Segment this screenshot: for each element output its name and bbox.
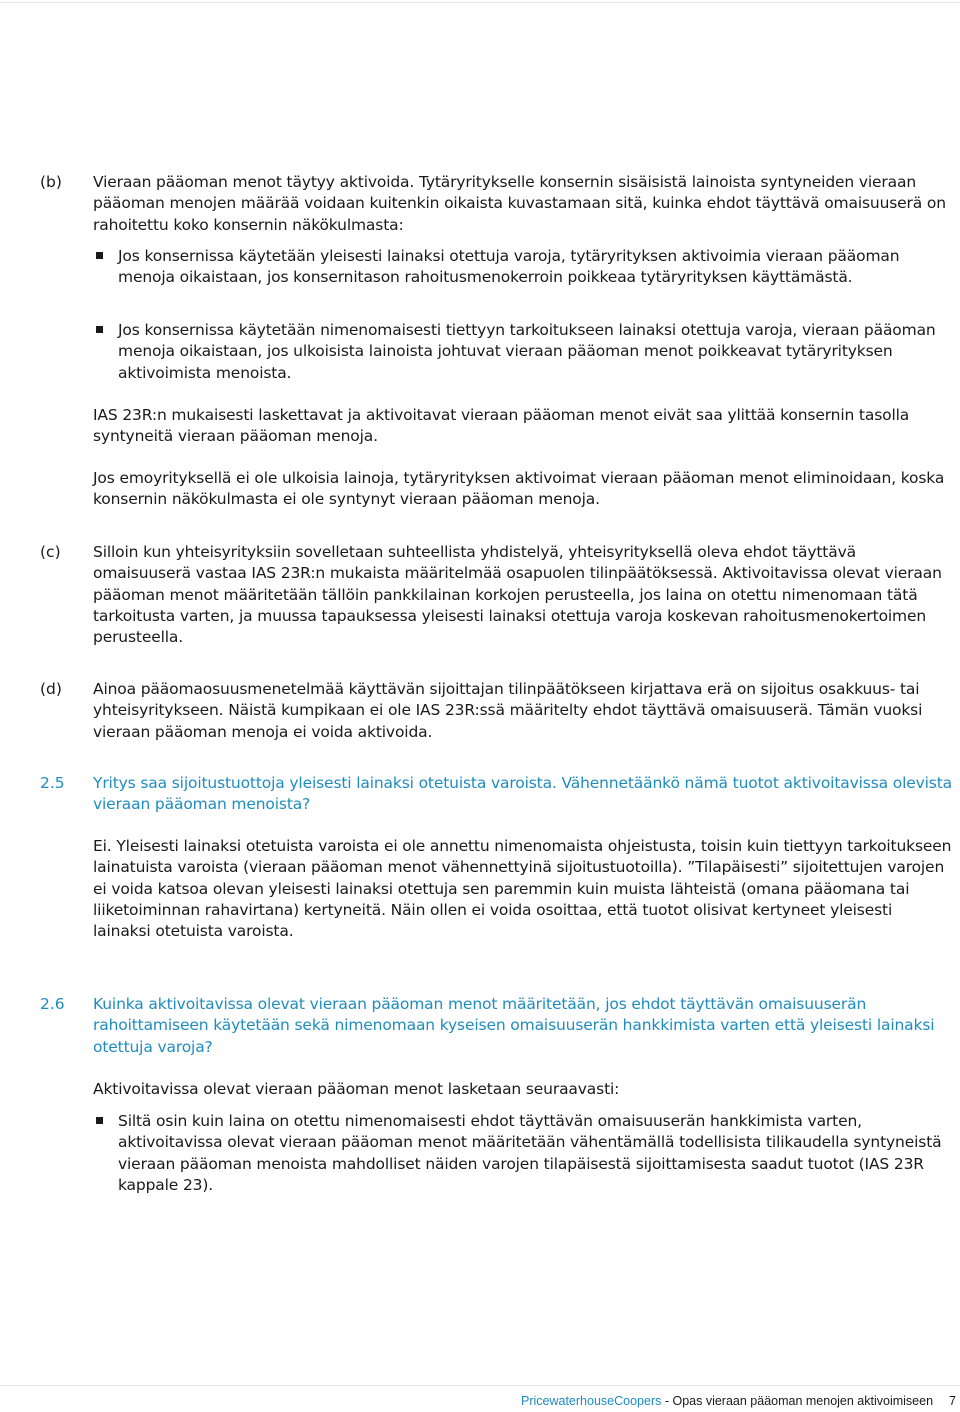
- bottom-divider: [0, 1385, 960, 1386]
- question-number: 2.6: [40, 995, 65, 1013]
- question-text: Yritys saa sijoitustuottoja yleisesti lainaksi otetuista varoista. Vähennetäänkö nämä tuotot aktivoitavissa olevista vieraan pääoman menoista?: [93, 774, 953, 814]
- section-d-text: Ainoa pääomaosuusmenetelmää käyttävän sijoittajan tilinpäätökseen kirjattava erä on sijoitus osakkuus- tai yhteisyritykseen. Näistä kumpikaan ei ole IAS 23R:ssä määritelty ehdot täyttävä omaisuuserä. Tämän vuoksi vieraan pääoman menoja ei voida aktivoida.: [93, 680, 923, 741]
- page-number: 7: [949, 1394, 956, 1408]
- footer-title: Opas vieraan pääoman menojen aktivoimiseen: [672, 1394, 934, 1408]
- section-label: (c): [40, 543, 61, 561]
- paragraph-text: Jos emoyrityksellä ei ole ulkoisia lainoja, tytäryrityksen aktivoimat vieraan pääoman menot eliminoidaan, koska konsernin näkökulmasta ei ole syntynyt vieraan pääoman menoja.: [93, 469, 945, 509]
- square-bullet-icon: [96, 1117, 103, 1124]
- square-bullet-icon: [96, 252, 103, 259]
- footer-separator: -: [661, 1394, 673, 1408]
- top-divider: [0, 2, 960, 3]
- question-number: 2.5: [40, 774, 65, 792]
- section-label: (d): [40, 680, 62, 698]
- section-b-intro: Vieraan pääoman menot täytyy aktivoida. Tytäryritykselle konsernin sisäisistä lainoista syntyneiden vieraan pääoman menojen määrää voidaan kuitenkin oikaista kuvastamaan sitä, kuinka ehdot täyttävä omaisuuserä on rahoitettu koko konsernin näkökulmasta:: [93, 173, 946, 234]
- bullet-text: Jos konsernissa käytetään nimenomaisesti tiettyyn tarkoitukseen lainaksi otettuja varoja, vieraan pääoman menoja oikaistaan, jos ulkoisista lainoista johtuvat vieraan pääoman menot poikkeavat tytäryrityksen aktivoimista menoista.: [118, 321, 936, 382]
- square-bullet-icon: [96, 326, 103, 333]
- footer-publisher: PricewaterhouseCoopers: [521, 1394, 662, 1408]
- answer-text: Ei. Yleisesti lainaksi otetuista varoista ei ole annettu nimenomaista ohjeistusta, toisin kuin tiettyyn tarkoitukseen lainatuista varoista (vieraan pääoman menot vähennettyinä sijoitustuotoilla). ”Tilapäisesti” sijoitettujen varojen ei voida katsoa olevan yleisesti lainaksi otettuja sen paremmin kuin muista lähteistä (omana pääomana tai liiketoiminnan rahavirtana) kertyneitä. Näin ollen ei voida osoittaa, että tuotot olisivat kertyneet yleisesti lainaksi otetuista varoista.: [93, 837, 952, 941]
- section-c-text: Silloin kun yhteisyrityksiin sovelletaan suhteellista yhdistelyä, yhteisyrityksellä oleva ehdot täyttävä omaisuuserä vastaa IAS 23R:n mukaista määritelmää osapuolen tilinpäätöksessä. Aktivoitavissa olevat vieraan pääoman menot määritetään tällöin pankkilainan korkojen perusteella, jos laina on otettu nimenomaan tätä tarkoitusta varten, ja muussa tapauksessa yleisesti lainaksi otettuja varoja koskevan rahoitusmenokertoimen perusteella.: [93, 543, 942, 647]
- paragraph-text: IAS 23R:n mukaisesti laskettavat ja aktivoitavat vieraan pääoman menot eivät saa ylittää konsernin tasolla syntyneitä vieraan pääoman menoja.: [93, 406, 910, 446]
- answer-text: Aktivoitavissa olevat vieraan pääoman menot lasketaan seuraavasti:: [93, 1080, 620, 1098]
- bullet-text: Siltä osin kuin laina on otettu nimenomaisesti ehdot täyttävän omaisuuserän hankkimista varten, aktivoitavissa olevat vieraan pääoman menot määritetään vähentämällä todellisista tilikaudella syntyneistä vieraan pääoman menoista mahdolliset näiden varojen tilapäisestä sijoittamisesta saadut tuotot (IAS 23R kappale 23).: [118, 1112, 942, 1194]
- bullet-text: Jos konsernissa käytetään yleisesti lainaksi otettuja varoja, tytäryrityksen aktivoimia vieraan pääoman menoja oikaistaan, jos konsernitason rahoitusmenokerroin poikkeaa tytäryrityksen käyttämästä.: [118, 247, 900, 287]
- page-footer: [521, 1394, 956, 1408]
- question-text: Kuinka aktivoitavissa olevat vieraan pääoman menot määritetään, jos ehdot täyttävän omaisuuserän rahoittamiseen käytetään sekä nimenomaan kyseisen omaisuuserän hankkimista varten että yleisesti lainaksi otettuja varoja?: [93, 995, 935, 1056]
- section-label: (b): [40, 173, 62, 191]
